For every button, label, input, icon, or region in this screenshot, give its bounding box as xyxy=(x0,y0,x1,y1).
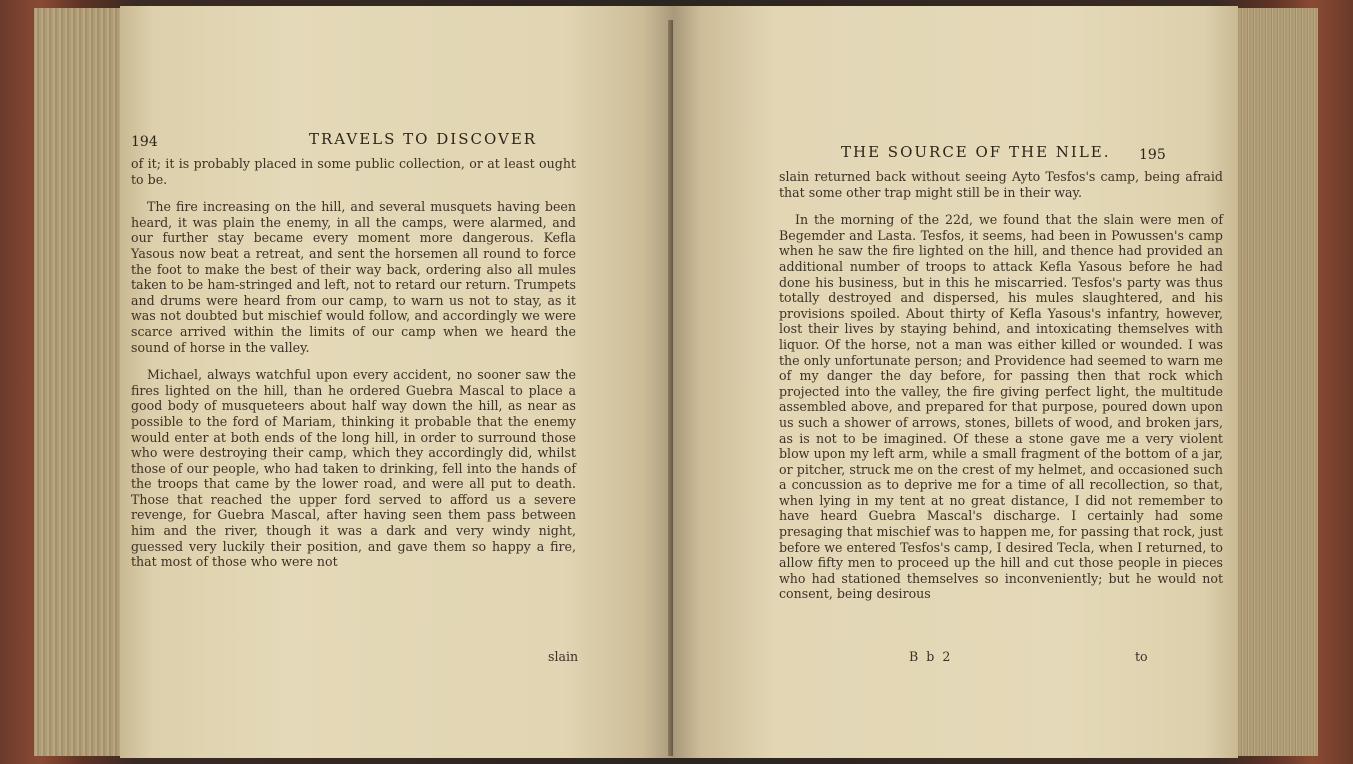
catchword: slain xyxy=(548,649,579,664)
paragraph: In the morning of the 22d, we found that the slain were men of Begemder and Lasta. Tesfos, it seems, had been in Powussen's camp when he saw the fire lighted on the hill, and thence had provided an additional number of troops to attack Kefla Yasous before he had done his business, but in this he miscarried. Tesfos's party was thus totally destroyed and dispersed, his mules slaughtered, and his provisions spoiled. About thirty of Kefla Yasous's infantry, however, lost their lives by staying behind, and intoxicating themselves with liquor. Of the horse, not a man was either killed or wounded. I was the only unfortunate person; and Providence had seemed to warn me of my danger the day before, for passing then that rock which projected into the valley, the fire giving perfect light, the multitude assembled above, and prepared for that purpose, poured down upon us such a shower of arrows, stones, billets of wood, and broken jars, as is not to be imagined. Of these a stone gave me a very violent blow upon my left arm, while a small fragment of the bottom of a jar, or pitcher, struck me on the crest of my helmet, and occasioned such a concussion as to deprive me for a time of all recollection, so that, when lying in my tent at no great distance, I did not remember to have heard Guebra Mascal's discharge. I certainly had some presaging that mischief was to happen me, for passing that rock, just before we entered Tesfos's camp, I desired Tecla, when I returned, to allow fifty men to proceed up the hill and cut those people in pieces who had stationed themselves so inconveniently; but he would not consent, being desirous xyxy=(779,212,1223,602)
left-page-edges xyxy=(34,8,130,756)
left-page xyxy=(120,6,675,758)
right-page xyxy=(673,6,1238,758)
right-page-edges xyxy=(1230,8,1318,756)
paragraph: slain returned back without seeing Ayto Tesfos's camp, being afraid that some other trap might still be in their way. xyxy=(779,169,1223,200)
signature-mark: B b 2 xyxy=(909,649,953,664)
page-number: 195 xyxy=(1139,147,1166,163)
running-head: THE SOURCE OF THE NILE. xyxy=(841,143,1111,161)
paragraph: Michael, always watchful upon every accident, no sooner saw the fires lighted on the hill, than he ordered Guebra Mascal to place a good body of musqueteers about half way down the hill, as near as possible to the ford of Mariam, thinking it probable that the enemy would enter at both ends of the long hill, in order to surround those who were destroying their camp, which they accordingly did, whilst those of our people, who had taken to drinking, fell into the hands of the troops that came by the lower road, and were all put to death. Those that reached the upper ford served to afford us a severe revenge, for Guebra Mascal, after having seen them pass between him and the river, though it was a dark and very windy night, guessed very luckily their position, and gave them so happy a fire, that most of those who were not xyxy=(131,367,576,570)
right-page-text xyxy=(779,169,1223,614)
running-head: TRAVELS TO DISCOVER xyxy=(309,130,538,148)
paragraph: The fire increasing on the hill, and several musquets having been heard, it was plain the enemy, in all the camps, were alarmed, and our further stay became every moment more dangerous. Kefla Yasous now beat a retreat, and sent the horsemen all round to force the foot to make the best of their way back, ordering also all mules taken to be ham-stringed and left, not to retard our return. Trumpets and drums were heard from our camp, to warn us not to stay, as it was not doubted but mischief would follow, and accordingly we were scarce arrived within the limits of our camp when we heard the sound of horse in the valley. xyxy=(131,199,576,355)
page-number: 194 xyxy=(131,134,158,150)
left-page-text xyxy=(131,156,576,582)
paragraph: of it; it is probably placed in some public collection, or at least ought to be. xyxy=(131,156,576,187)
catchword: to xyxy=(1135,649,1148,664)
